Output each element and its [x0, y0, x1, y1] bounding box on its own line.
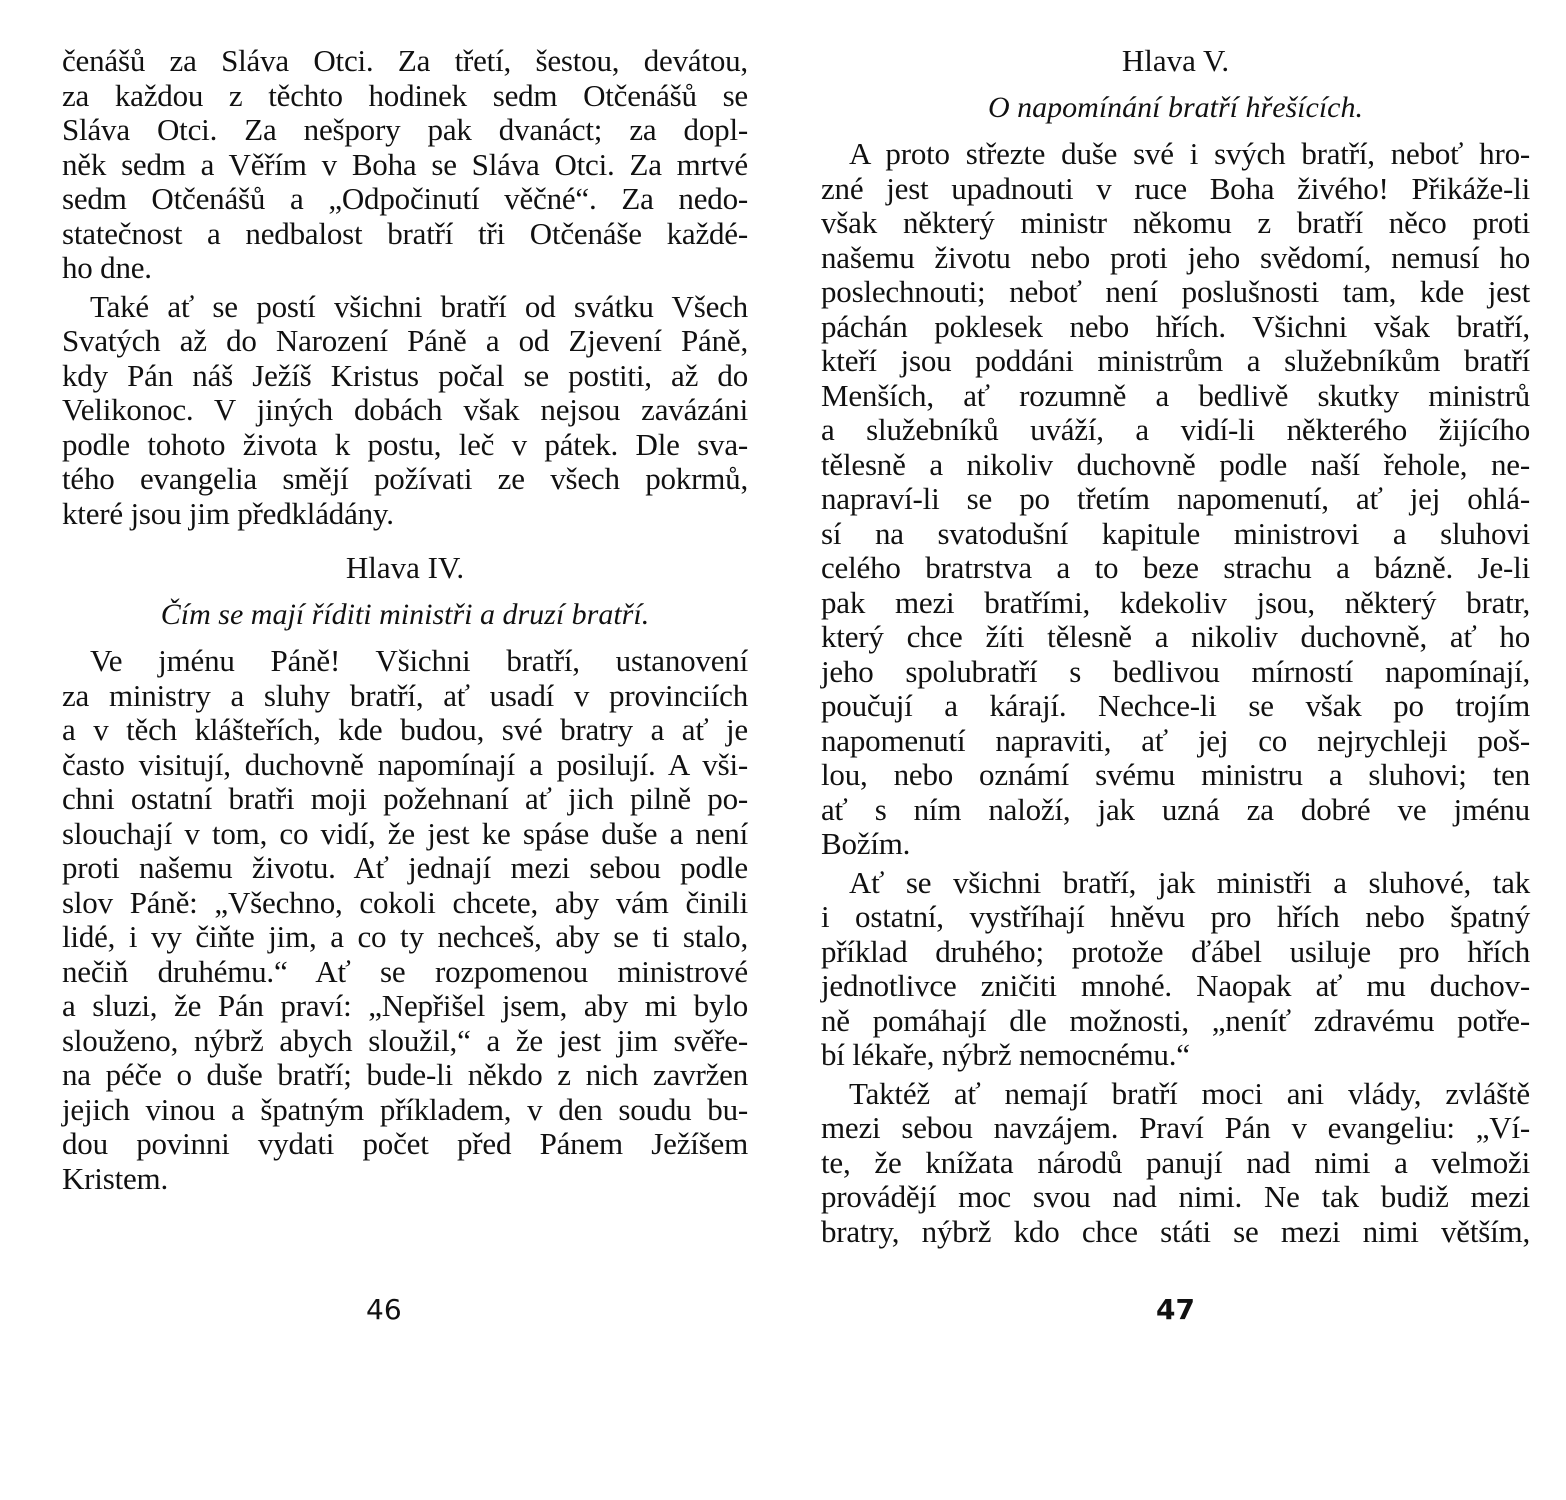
text-line: za ministry a sluhy bratří, ať usadí v provinciích [62, 677, 748, 713]
text-line: jednotlivce zničiti mnohé. Naopak ať mu duchov- [821, 968, 1530, 1003]
text-line: který chce žíti tělesně a nikoliv duchovně, ať ho [821, 619, 1530, 654]
text-line: bí lékaře, nýbrž nemocnému.“ [821, 1037, 1190, 1072]
text-line: podle tohoto života k postu, leč v pátek. Dle sva- [62, 426, 748, 462]
text-line: často visitují, duchovně napomínají a posilují. A vši- [62, 746, 748, 782]
text-line: lou, nebo oznámí svému ministru a sluhovi; ten [821, 757, 1530, 792]
text-line: nečiň druhému.“ Ať se rozpomenou ministrové [62, 953, 748, 989]
text-line: Také ať se postí všichni bratří od svátku Všech [90, 288, 748, 324]
text-line: celého bratrstva a to beze strachu a bázně. Je-li [821, 550, 1530, 585]
text-line: i ostatní, vystříhají hněvu pro hřích nebo špatný [821, 899, 1530, 934]
text-line: slov Páně: „Všechno, cokoli chcete, aby vám činili [62, 884, 748, 920]
text-line: příklad druhého; protože ďábel usiluje pro hřích [821, 933, 1530, 969]
text-line: napraví-li se po třetím napomenutí, ať jej ohlá- [821, 481, 1530, 516]
text-line: poslechnouti; neboť není poslušnosti tam, kde jest [821, 274, 1530, 309]
text-line: páchán poklesek nebo hřích. Všichni však bratří, [821, 308, 1530, 344]
text-line: sí na svatodušní kapitule ministrovi a sluhovi [821, 515, 1530, 551]
text-line: slouchají v tom, co vidí, že jest ke spáse duše a není [62, 815, 748, 851]
text-line: poučují a kárají. Nechce-li se však po trojím [821, 688, 1530, 723]
text-line: a sluzi, že Pán praví: „Nepřišel jsem, aby mi bylo [62, 988, 748, 1023]
text-line: jeho spolubratří s bedlivou mírností napomínají, [821, 653, 1530, 689]
text-line: zné jest upadnouti v ruce Boha živého! Přikáže-li [821, 170, 1530, 206]
paragraph [821, 137, 1530, 862]
text-line: Sláva Otci. Za nešpory pak dvanáct; za dopl- [62, 112, 748, 147]
text-line: kdy Pán náš Ježíš Kristus počal se postiti, až do [62, 357, 748, 393]
text-line: něk sedm a Věřím v Boha se Sláva Otci. Za mrtvé [62, 146, 748, 182]
text-line: slouženo, nýbrž abych sloužil,“ a že jest jim svěře- [62, 1022, 748, 1058]
text-line: Božím. [821, 826, 911, 861]
text-line: pak mezi bratřími, kdekoliv jsou, některý bratr, [821, 584, 1530, 620]
paragraph [62, 44, 748, 286]
paragraph [62, 644, 748, 1196]
paragraph [62, 290, 748, 532]
text-line: Svatých až do Narození Páně a od Zjevení Páně, [62, 323, 748, 358]
text-line: statečnost a nedbalost bratří tři Otčenáše každé- [62, 215, 748, 251]
text-line: Velikonoc. V jiných dobách však nejsou zavázáni [62, 392, 748, 427]
text-line: na péče o duše bratří; bude-li někdo z nich zavržen [62, 1057, 748, 1092]
text-line: kteří jsou poddáni ministrům a služebníkům bratří [821, 343, 1530, 378]
text-line: Menších, ať rozumně a bedlivě skutky ministrů [821, 377, 1530, 413]
text-line: ně pomáhají dle možnosti, „neníť zdravému potře- [821, 1002, 1530, 1038]
text-line: a v těch klášteřích, kde budou, své bratry a ať je [62, 712, 748, 747]
text-line: tělesně a nikoliv duchovně podle naší řehole, ne- [821, 446, 1530, 482]
text-line: Ve jménu Páně! Všichni bratří, ustanovení [90, 643, 748, 678]
chapter-heading: Hlava V. [1121, 43, 1230, 78]
text-line: provádějí moc svou nad nimi. Ne tak budiž mezi [821, 1179, 1530, 1214]
text-line: mezi sebou navzájem. Praví Pán v evangeliu: „Ví- [821, 1110, 1530, 1145]
text-line: Kristem. [62, 1160, 169, 1196]
text-line: dou povinni vydati počet před Pánem Ježíšem [62, 1126, 748, 1161]
left-page [62, 44, 748, 1196]
chapter-subtitle: Čím se mají říditi ministři a druzí bratří. [160, 597, 650, 631]
text-line: ho dne. [62, 250, 152, 285]
text-line: které jsou jim předkládány. [62, 495, 394, 531]
text-line: našemu životu nebo proti jeho svědomí, nemusí ho [821, 239, 1530, 275]
paragraph [821, 866, 1530, 1073]
chapter-heading: Hlava IV. [345, 550, 465, 585]
text-line: A proto střezte duše své i svých bratří, neboť hro- [849, 136, 1530, 171]
text-line: však některý ministr někomu z bratří něco proti [821, 205, 1530, 240]
text-line: tého evangelia smějí požívati ze všech pokrmů, [62, 461, 748, 496]
text-line: lidé, i vy čiňte jim, a co ty nechceš, aby se ti stalo, [62, 919, 748, 954]
text-line: za každou z těchto hodinek sedm Otčenášů se [62, 77, 748, 113]
text-line: napomenutí napraviti, ať jej co nejrychleji poš- [821, 722, 1530, 758]
chapter-subtitle: O napomínání bratří hřešících. [988, 90, 1363, 124]
text-line: bratry, nýbrž kdo chce státi se mezi nimi větším, [821, 1213, 1530, 1249]
text-line: Taktéž ať nemají bratří moci ani vlády, zvláště [849, 1075, 1530, 1111]
text-line: chni ostatní bratři moji požehnaní ať jich pilně po- [62, 781, 748, 816]
text-line: sedm Otčenášů a „Odpočinutí věčné“. Za nedo- [62, 181, 748, 216]
text-line: te, že knížata národů panují nad nimi a velmoži [821, 1144, 1530, 1180]
text-line: ať s ním naloží, jak uzná za dobré ve jménu [821, 791, 1530, 827]
text-line: proti našemu životu. Ať jednají mezi sebou podle [62, 850, 748, 885]
page-number-right: 47 [1156, 1293, 1195, 1326]
text-line: Ať se všichni bratří, jak ministři a sluhové, tak [849, 864, 1530, 900]
right-page [821, 44, 1530, 1249]
text-line: a služebníků uváží, a vidí-li některého žijícího [821, 412, 1530, 447]
paragraph [821, 1077, 1530, 1250]
text-line: jejich vinou a špatným příkladem, v den soudu bu- [62, 1091, 748, 1127]
page-number-left: 46 [366, 1293, 402, 1326]
text-line: čenášů za Sláva Otci. Za třetí, šestou, devátou, [62, 43, 748, 78]
